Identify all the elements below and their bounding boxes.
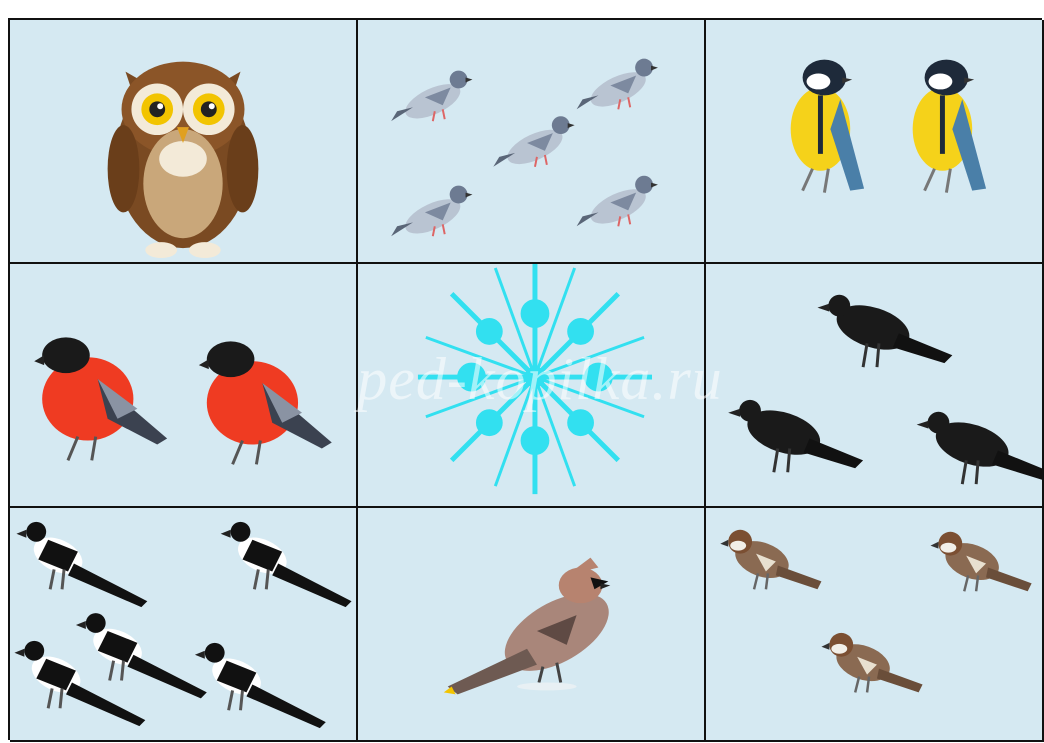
owl-icon <box>10 20 356 262</box>
cell-waxwing[interactable] <box>358 508 706 742</box>
bullfinch-icon <box>10 264 356 506</box>
snowflake-icon <box>358 264 704 506</box>
cell-owl[interactable] <box>10 20 358 264</box>
waxwing-icon <box>358 508 704 740</box>
cell-snowflake[interactable] <box>358 264 706 508</box>
magpie-icon <box>10 508 356 740</box>
cell-bullfinches[interactable] <box>10 264 358 508</box>
bird-card-grid <box>8 18 1042 740</box>
cell-magpies[interactable] <box>10 508 358 742</box>
corner-mark <box>0 0 8 10</box>
pigeon-icon <box>358 20 704 262</box>
sparrow-icon <box>706 508 1042 740</box>
cell-crows[interactable] <box>706 264 1044 508</box>
great-tit-icon <box>706 20 1042 262</box>
watermark: ped-kopilka.ru <box>357 346 723 412</box>
cell-sparrows[interactable] <box>706 508 1044 742</box>
cell-great-tits[interactable] <box>706 20 1044 264</box>
cell-pigeons[interactable] <box>358 20 706 264</box>
crow-icon <box>706 264 1042 506</box>
